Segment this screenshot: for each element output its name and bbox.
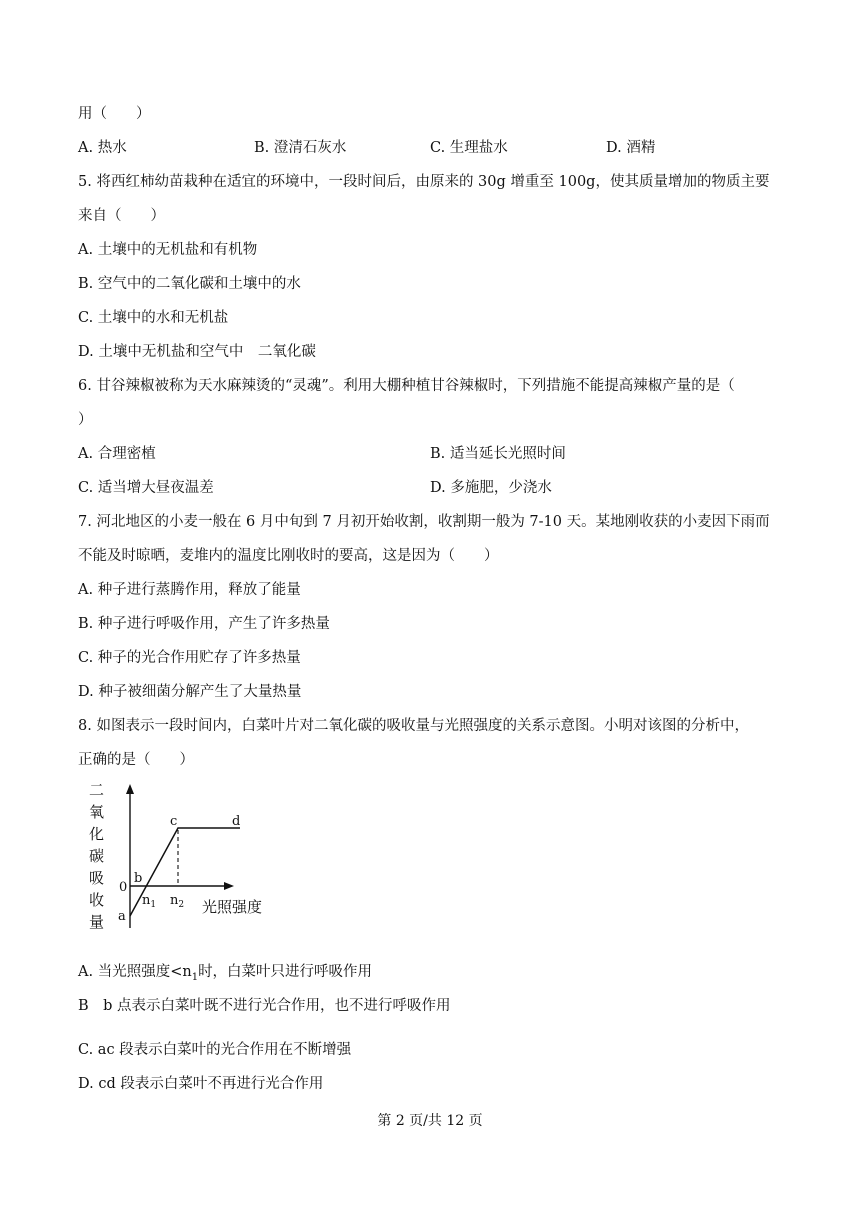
q4-option-c: C. 生理盐水 xyxy=(430,140,508,156)
q8-stem-line2: 正确的是（ ） xyxy=(78,752,194,768)
y-axis-arrow xyxy=(126,784,134,794)
point-a-label: a xyxy=(118,909,126,924)
q8-option-a: A. 当光照强度$<n_1$时，白菜叶只进行呼吸作用 xyxy=(78,964,373,983)
y-label-char: 二 xyxy=(89,781,105,799)
n1-label: $n_1$ xyxy=(142,893,157,910)
q8-option-d: D. cd 段表示白菜叶不再进行光合作用 xyxy=(78,1076,324,1092)
n2-label: $n_2$ xyxy=(170,893,185,910)
q4-option-a: A. 热水 xyxy=(78,140,127,156)
q4-option-d: D. 酒精 xyxy=(606,140,656,156)
q8-option-b: B b 点表示白菜叶既不进行光合作用，也不进行呼吸作用 xyxy=(78,998,451,1014)
q4-stem-tail: 用（ ） xyxy=(78,106,151,122)
q8-option-c: C. ac 段表示白菜叶的光合作用在不断增强 xyxy=(78,1042,352,1058)
y-label-char: 氧 xyxy=(89,803,105,821)
q7-stem-line1: 7. 河北地区的小麦一般在 6 月中旬到 7 月初开始收割，收割期一般为 7-10 天。某地刚收获的小麦因下雨而 xyxy=(78,514,770,530)
q5-stem-line1: 5. 将西红柿幼苗栽种在适宜的环境中，一段时间后，由原来的 30g 增重至 100g，使其质量增加的物质主要 xyxy=(78,174,770,190)
x-axis-label: 光照强度 xyxy=(202,898,263,916)
point-b-label: b xyxy=(134,871,143,886)
q7-option-c: C. 种子的光合作用贮存了许多热量 xyxy=(78,650,301,666)
q5-option-d: D. 土壤中无机盐和空气中 二氧化碳 xyxy=(78,344,316,360)
y-label-char: 收 xyxy=(89,891,105,909)
y-axis-label xyxy=(89,781,104,931)
q5-option-b: B. 空气中的二氧化碳和土壤中的水 xyxy=(78,276,301,292)
q6-option-c: C. 适当增大昼夜温差 xyxy=(78,480,214,496)
y-label-char: 吸 xyxy=(89,869,105,887)
q8-co2-light-graph xyxy=(86,778,286,936)
q7-option-b: B. 种子进行呼吸作用，产生了许多热量 xyxy=(78,616,330,632)
y-label-char: 量 xyxy=(89,913,105,931)
q4-option-b: B. 澄清石灰水 xyxy=(254,140,347,156)
q7-option-d: D. 种子被细菌分解产生了大量热量 xyxy=(78,684,302,700)
point-d-label: d xyxy=(232,814,241,829)
q5-option-a: A. 土壤中的无机盐和有机物 xyxy=(78,242,258,258)
q6-option-a: A. 合理密植 xyxy=(78,446,156,462)
page-footer: 第 2 页/共 12 页 xyxy=(377,1113,483,1129)
origin-label: 0 xyxy=(119,880,128,895)
q7-option-a: A. 种子进行蒸腾作用，释放了能量 xyxy=(78,582,301,598)
q8-stem-line1: 8. 如图表示一段时间内，白菜叶片对二氧化碳的吸收量与光照强度的关系示意图。小明对该图的分析中， xyxy=(78,718,749,734)
y-label-char: 化 xyxy=(89,825,105,843)
q5-option-c: C. 土壤中的水和无机盐 xyxy=(78,310,229,326)
q6-stem-line1: 6. 甘谷辣椒被称为天水麻辣烫的“灵魂”。利用大棚种植甘谷辣椒时，下列措施不能提高辣椒产量的是（ xyxy=(78,378,735,394)
y-label-char: 碳 xyxy=(89,847,105,865)
q5-stem-line2: 来自（ ） xyxy=(78,208,165,224)
x-axis-arrow xyxy=(224,882,234,890)
point-c-label: c xyxy=(170,814,178,829)
q6-stem-line2: ） xyxy=(78,412,93,428)
q6-option-d: D. 多施肥，少浇水 xyxy=(430,480,552,496)
q6-option-b: B. 适当延长光照时间 xyxy=(430,446,566,462)
q7-stem-line2: 不能及时晾晒，麦堆内的温度比刚收时的要高，这是因为（ ） xyxy=(78,548,499,564)
